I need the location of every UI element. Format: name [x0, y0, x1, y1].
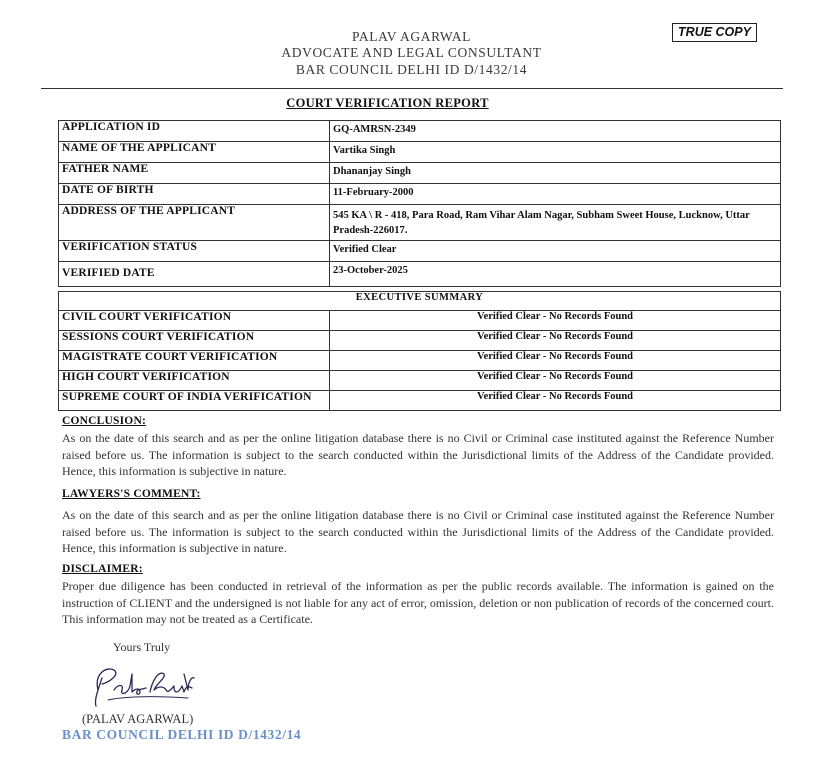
disclaimer-title: DISCLAIMER: — [62, 563, 143, 575]
row-value: Verified Clear - No Records Found — [330, 351, 781, 371]
table-row — [59, 184, 781, 205]
footer-bar-council-id: BAR COUNCIL DELHI ID D/1432/14 — [62, 727, 302, 742]
executive-summary-table — [58, 291, 781, 411]
table-row — [59, 311, 781, 331]
header-bar-council-id: BAR COUNCIL DELHI ID D/1432/14 — [295, 62, 528, 77]
row-label: SESSIONS COURT VERIFICATION — [59, 331, 330, 351]
table-row — [59, 391, 781, 411]
disclaimer-text: Proper due diligence has been conducted in retrieval of the information as per the public records available. The information is gained on the instruction of CLIENT and the undersigned is not liable for any act of error, omission, deletion or non publication of records of the concerned court. This information may not be treated as a Certificate. — [62, 579, 774, 626]
handwritten-signature — [88, 660, 198, 708]
table-row — [59, 142, 781, 163]
row-value: Verified Clear - No Records Found — [330, 311, 781, 331]
table-row — [59, 371, 781, 391]
table-row — [59, 163, 781, 184]
table-row — [59, 262, 781, 287]
row-value: Verified Clear - No Records Found — [330, 371, 781, 391]
row-value: Vartika Singh — [330, 142, 781, 163]
applicant-details-table — [58, 120, 781, 287]
row-value: 11-February-2000 — [330, 184, 781, 205]
summary-heading-row — [59, 292, 781, 311]
lawyers-comment-title: LAWYERS'S COMMENT: — [62, 488, 201, 500]
conclusion-text: As on the date of this search and as per the online litigation database there is no Civil or Criminal case instituted against the Reference Number raised before us. The information is subject to the search conducted within the Jurisdictional limits of the Address of the Candidate provided. Hence, this information is subjective in nature. — [62, 431, 774, 478]
row-label: NAME OF THE APPLICANT — [59, 142, 330, 163]
row-label: VERIFICATION STATUS — [59, 241, 330, 262]
conclusion-title: CONCLUSION: — [62, 415, 146, 427]
table-row — [59, 205, 781, 241]
table-row — [59, 121, 781, 142]
row-label: CIVIL COURT VERIFICATION — [59, 311, 330, 331]
signatory-name: (PALAV AGARWAL) — [82, 712, 194, 726]
row-label: FATHER NAME — [59, 163, 330, 184]
closing-salutation: Yours Truly — [113, 640, 171, 654]
lawyers-comment-text: As on the date of this search and as per the online litigation database there is no Civil or Criminal case instituted against the Reference Number raised before us. The information is subject to the search conducted within the Jurisdictional limits of the Address of the Candidate provided. Hence, this information is subjective in nature. — [62, 508, 774, 555]
row-value: GQ-AMRSN-2349 — [330, 121, 781, 142]
row-label: APPLICATION ID — [59, 121, 330, 142]
row-value: Verified Clear — [330, 241, 781, 262]
row-value: 23-October-2025 — [330, 262, 781, 287]
row-value: 545 KA \ R - 418, Para Road, Ram Vihar Alam Nagar, Subham Sweet House, Lucknow, Uttar Pradesh-226017. — [330, 205, 781, 241]
row-label: SUPREME COURT OF INDIA VERIFICATION — [59, 391, 330, 411]
table-row — [59, 241, 781, 262]
row-label: VERIFIED DATE — [59, 262, 330, 287]
row-label: HIGH COURT VERIFICATION — [59, 371, 330, 391]
row-label: ADDRESS OF THE APPLICANT — [59, 205, 330, 241]
true-copy-stamp: TRUE COPY — [672, 23, 757, 42]
row-label: DATE OF BIRTH — [59, 184, 330, 205]
summary-heading: EXECUTIVE SUMMARY — [59, 292, 781, 311]
advocate-name: PALAV AGARWAL — [352, 29, 471, 44]
table-row — [59, 351, 781, 371]
header-divider — [41, 88, 783, 89]
row-value: Verified Clear - No Records Found — [330, 391, 781, 411]
row-value: Verified Clear - No Records Found — [330, 331, 781, 351]
table-row — [59, 331, 781, 351]
advocate-role: ADVOCATE AND LEGAL CONSULTANT — [281, 45, 542, 60]
report-title: COURT VERIFICATION REPORT — [286, 96, 489, 110]
row-label: MAGISTRATE COURT VERIFICATION — [59, 351, 330, 371]
row-value: Dhananjay Singh — [330, 163, 781, 184]
